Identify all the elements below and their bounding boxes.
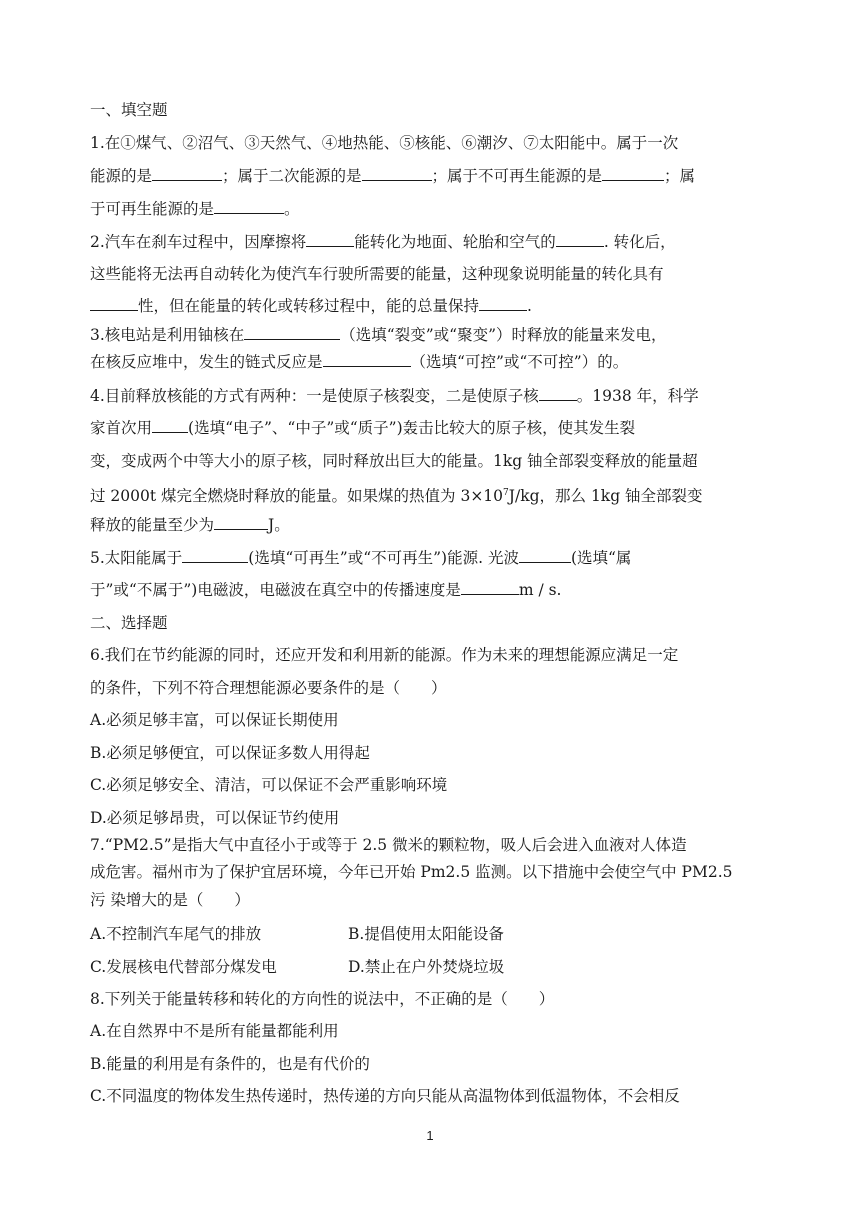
- answer-blank: [461, 580, 519, 595]
- answer-blank: [539, 386, 577, 401]
- text: J/kg，那么 1kg 铀全部裂变: [508, 487, 703, 506]
- answer-blank: [519, 548, 571, 563]
- text: 性，但在能量的转化或转移过程中，能的总量保持: [138, 297, 480, 315]
- q1-line1: 1.在①煤气、②沼气、③天然气、④地热能、⑤核能、⑥潮汐、⑦太阳能中。属于一次: [90, 134, 679, 152]
- answer-blank: [152, 418, 188, 433]
- q6-line2: 的条件，下列不符合理想能源必要条件的是（ ）: [90, 679, 447, 697]
- text: 于”或“不属于”)电磁波，电磁波在真空中的传播速度是: [90, 581, 461, 599]
- q2-line2: 这些能将无法再自动转化为使汽车行驶所需要的能量，这种现象说明能量的转化具有: [90, 265, 664, 283]
- q5-line2: [90, 580, 780, 600]
- text: 。: [284, 200, 300, 218]
- q7-option-c: C.发展核电代替部分煤发电: [90, 958, 277, 976]
- text: 4.目前释放核能的方式有两种：一是使原子核裂变，二是使原子核: [90, 387, 539, 405]
- q7-options-row2: [90, 957, 780, 977]
- answer-blank: [214, 515, 268, 530]
- q1-line3: [90, 199, 780, 219]
- q2-line3: [90, 296, 780, 316]
- text: 家首次用: [90, 419, 153, 437]
- text: m / s.: [518, 581, 562, 599]
- q4-line4: [90, 483, 780, 506]
- text: ；属于二次能源的是: [222, 167, 362, 185]
- exponent: 7: [503, 488, 509, 498]
- q8-option-b: B.能量的利用是有条件的，也是有代价的: [90, 1055, 370, 1073]
- q6-option-b: B.必须足够便宜，可以保证多数人用得起: [90, 744, 370, 762]
- q7-line3: 污 染增大的是（ ）: [90, 891, 250, 909]
- answer-blank: [556, 232, 604, 247]
- text: 3.核电站是利用铀核在: [90, 326, 245, 344]
- text: (选填“属: [570, 549, 632, 567]
- text: 过 2000t 煤完全燃烧时释放的能量。如果煤的热值为 3×10: [90, 487, 504, 506]
- text: ；属于不可再生能源的是: [431, 167, 603, 185]
- q5-line1: [90, 548, 780, 568]
- q7-option-a: A.不控制汽车尾气的排放: [90, 925, 262, 943]
- q4-line2: [90, 418, 780, 438]
- text: 。1938 年，科学: [576, 387, 699, 405]
- text: 于可再生能源的是: [90, 200, 215, 218]
- q7-line2: 成危害。福州市为了保护宜居环境，今年已开始 Pm2.5 监测。以下措施中会使空气中 PM2.5: [90, 863, 733, 881]
- answer-blank: [244, 325, 340, 340]
- q4-line3: 变，变成两个中等大小的原子核，同时释放出巨大的能量。1kg 铀全部裂变释放的能量超: [90, 452, 698, 470]
- text: (选填“电子”、“中子”或“质子”)轰击比较大的原子核，使其发生裂: [188, 419, 636, 437]
- q4-line5: [90, 515, 780, 535]
- q8-option-c: C.不同温度的物体发生热传递时，热传递的方向只能从高温物体到低温物体，不会相反: [90, 1087, 680, 1105]
- q6-option-a: A.必须足够丰富，可以保证长期使用: [90, 711, 339, 729]
- text: J。: [268, 516, 290, 534]
- answer-blank: [362, 166, 432, 181]
- answer-blank: [306, 232, 354, 247]
- section-title: 一、填空题: [90, 101, 168, 119]
- text: （选填“裂变”或“聚变”）时释放的能量来发电，: [340, 326, 667, 344]
- text: （选填“可控”或“不可控”）的。: [410, 353, 629, 371]
- answer-blank: [182, 548, 248, 563]
- text: 5.太阳能属于: [90, 549, 183, 567]
- q4-line1: [90, 386, 780, 406]
- q7-option-d: D.禁止在户外焚烧垃圾: [348, 958, 505, 976]
- q6-option-c: C.必须足够安全、清洁，可以保证不会严重影响环境: [90, 776, 448, 794]
- answer-blank: [602, 166, 664, 181]
- text: 在核反应堆中，发生的链式反应是: [90, 353, 323, 371]
- q8-option-a: A.在自然界中不是所有能量都能利用: [90, 1022, 339, 1040]
- q8-line1: 8.下列关于能量转移和转化的方向性的说法中，不正确的是（ ）: [90, 990, 555, 1008]
- answer-blank: [214, 199, 284, 214]
- q7-option-b: B.提倡使用太阳能设备: [348, 925, 504, 943]
- text: .: [527, 297, 532, 315]
- answer-blank: [90, 296, 138, 311]
- text: . 转化后，: [603, 233, 676, 251]
- q1-line2: [90, 166, 780, 186]
- q6-line1: 6.我们在节约能源的同时，还应开发和利用新的能源。作为未来的理想能源应满足一定: [90, 646, 679, 664]
- text: 能源的是: [90, 167, 153, 185]
- q2-line1: [90, 232, 780, 252]
- answer-blank: [479, 296, 527, 311]
- q3-line1: [90, 325, 780, 345]
- answer-blank: [152, 166, 222, 181]
- answer-blank: [323, 352, 411, 367]
- text: ；属: [664, 167, 696, 185]
- q6-option-d: D.必须足够昂贵，可以保证节约使用: [90, 809, 340, 827]
- text: (选填“可再生”或“不可再生”)能源. 光波: [248, 549, 519, 567]
- section-title: 二、选择题: [90, 614, 168, 632]
- text: 2.汽车在刹车过程中，因摩擦将: [90, 233, 307, 251]
- q7-options-row1: [90, 924, 780, 944]
- page-number: 1: [426, 1128, 434, 1143]
- text: 能转化为地面、轮胎和空气的: [354, 233, 556, 251]
- text: 释放的能量至少为: [90, 516, 215, 534]
- q3-line2: [90, 352, 780, 372]
- q7-line1: 7.“PM2.5”是指大气中直径小于或等于 2.5 微米的颗粒物，吸人后会进入血液对人体造: [90, 836, 687, 854]
